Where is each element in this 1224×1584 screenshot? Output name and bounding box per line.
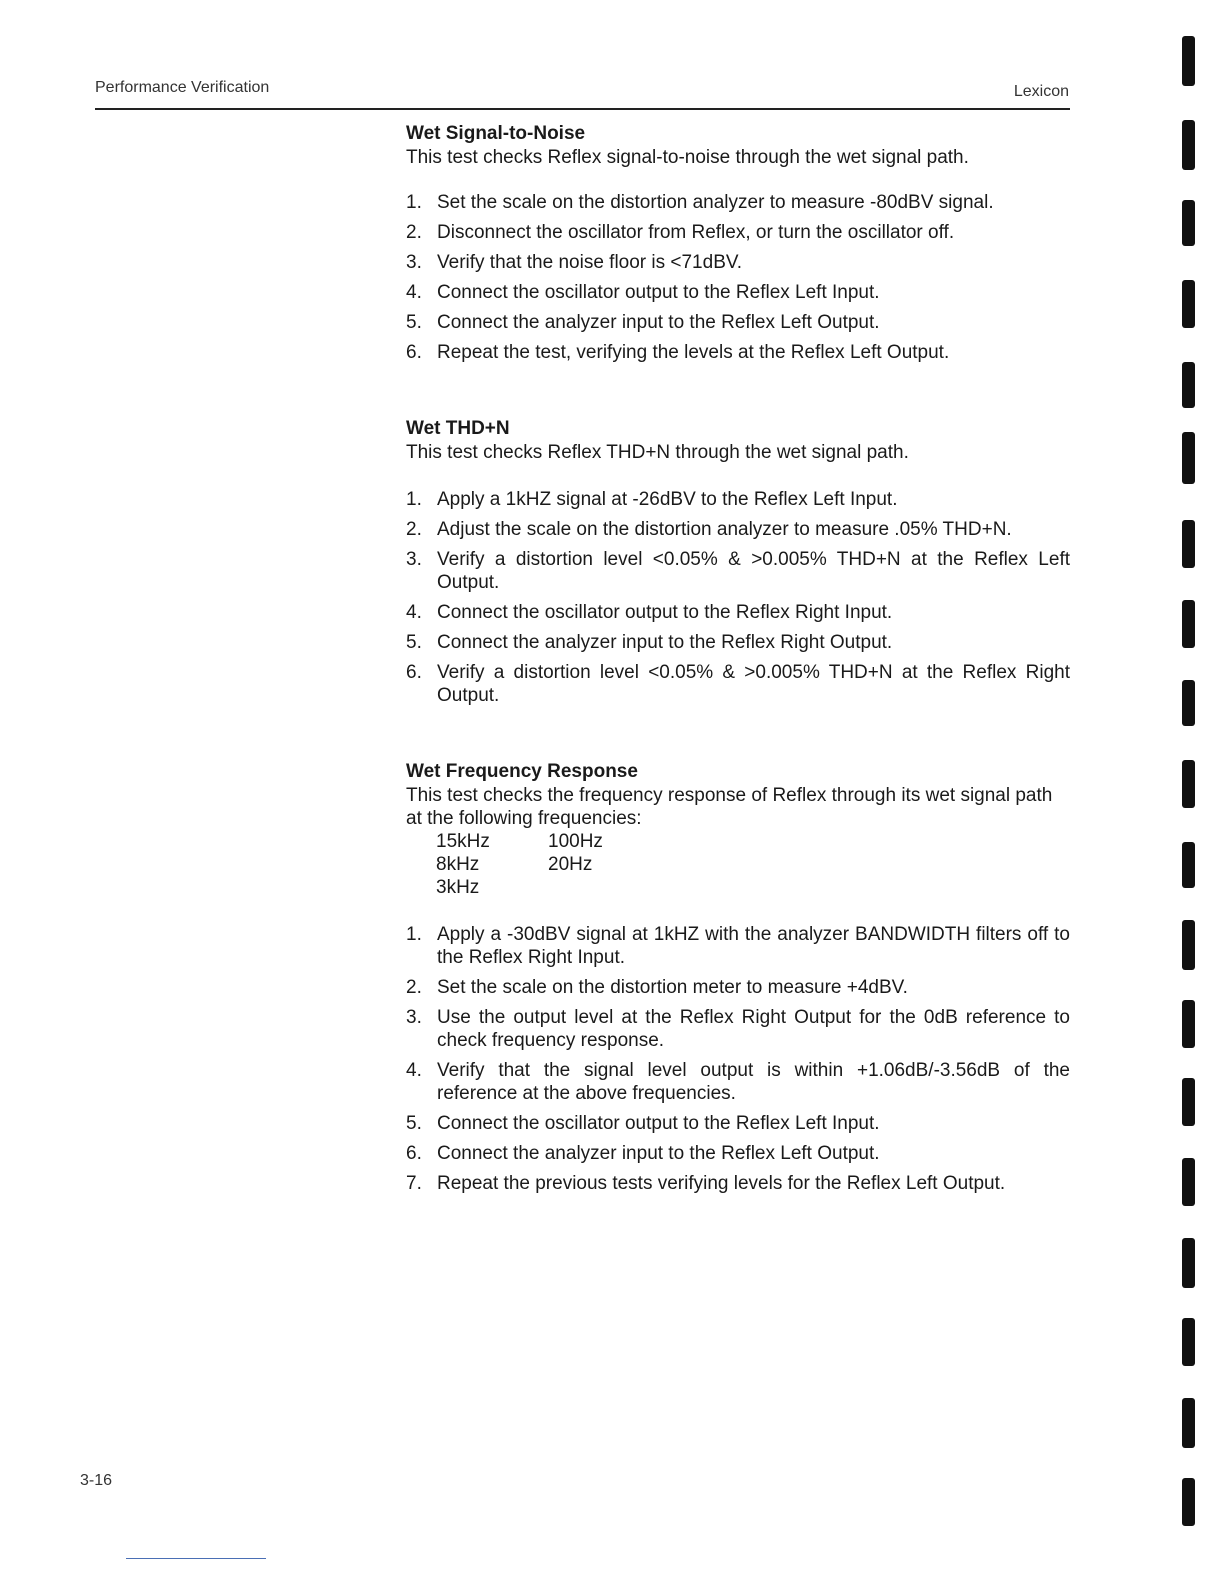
step-number: 1.: [406, 192, 422, 213]
binder-mark: [1182, 200, 1195, 246]
list-item: [406, 601, 1070, 624]
step-text: Repeat the test, verifying the levels at the Reflex Left Output.: [437, 342, 950, 363]
section-title: Wet Frequency Response: [406, 761, 638, 782]
list-item: [406, 1006, 1070, 1052]
binder-mark: [1182, 432, 1195, 484]
header-right-title: Lexicon: [1013, 83, 1069, 100]
binder-mark: [1182, 1238, 1195, 1288]
list-item: [406, 341, 1070, 364]
binder-mark: [1182, 120, 1195, 170]
step-list: [406, 191, 1070, 364]
frequency-table: [436, 830, 1070, 899]
section-description: This test checks the frequency response of Reflex through its wet signal path at the following frequencies:: [406, 785, 1053, 829]
step-text: Disconnect the oscillator from Reflex, or turn the oscillator off.: [437, 222, 955, 243]
step-number: 2.: [406, 222, 422, 243]
section-wet-thd-n: [406, 417, 1070, 714]
step-number: 6.: [406, 342, 422, 363]
step-text: Adjust the scale on the distortion analyzer to measure .05% THD+N.: [437, 519, 1012, 540]
binder-mark: [1182, 600, 1195, 648]
header-left-title: Performance Verification: [95, 79, 270, 96]
step-number: 6.: [406, 662, 422, 683]
binder-mark: [1182, 920, 1195, 970]
step-text: Repeat the previous tests verifying levels for the Reflex Left Output.: [437, 1173, 1006, 1194]
bottom-rule: [126, 1558, 266, 1559]
list-item: [406, 251, 1070, 274]
frequency-value: 15kHz: [436, 831, 490, 852]
step-text: Connect the analyzer input to the Reflex Right Output.: [437, 632, 893, 653]
step-list: [406, 488, 1070, 707]
frequency-value: [548, 876, 660, 899]
binder-mark: [1182, 1000, 1195, 1048]
step-number: 1.: [406, 489, 422, 510]
step-number: 3.: [406, 1007, 422, 1028]
binder-mark: [1182, 842, 1195, 888]
binder-mark: [1182, 680, 1195, 726]
binder-mark: [1182, 1318, 1195, 1366]
section-description: This test checks Reflex signal-to-noise through the wet signal path.: [406, 147, 969, 168]
step-number: 2.: [406, 977, 422, 998]
list-item: [406, 1142, 1070, 1165]
list-item: [406, 488, 1070, 511]
section-description: This test checks Reflex THD+N through the wet signal path.: [406, 442, 909, 463]
step-text: Verify that the noise floor is <71dBV.: [437, 252, 743, 273]
step-number: 4.: [406, 282, 422, 303]
step-text: Set the scale on the distortion meter to measure +4dBV.: [437, 977, 908, 998]
frequency-value: 8kHz: [436, 854, 480, 875]
list-item: [406, 518, 1070, 541]
list-item: [406, 1112, 1070, 1135]
frequency-value: 3kHz: [436, 877, 480, 898]
binder-mark: [1182, 1398, 1195, 1448]
step-number: 2.: [406, 519, 422, 540]
step-text: Verify that the signal level output is within +1.06dB/-3.56dB of the reference at the above frequencies.: [437, 1060, 1070, 1104]
step-number: 4.: [406, 1060, 422, 1081]
header-rule: [95, 108, 1070, 110]
list-item: [406, 311, 1070, 334]
step-list: [406, 923, 1070, 1195]
step-number: 5.: [406, 312, 422, 333]
frequency-row: [436, 876, 1070, 899]
step-number: 3.: [406, 252, 422, 273]
frequency-value: 20Hz: [548, 854, 593, 875]
list-item: [406, 1172, 1070, 1195]
step-text: Connect the oscillator output to the Reflex Left Input.: [437, 1113, 880, 1134]
section-title: Wet THD+N: [406, 418, 510, 439]
page-number: 3-16: [80, 1472, 113, 1489]
list-item: [406, 1059, 1070, 1105]
step-text: Apply a -30dBV signal at 1kHZ with the analyzer BANDWIDTH filters off to the Reflex Right Input.: [437, 924, 1070, 968]
step-text: Connect the analyzer input to the Reflex Left Output.: [437, 1143, 880, 1164]
binder-mark: [1182, 520, 1195, 568]
step-text: Set the scale on the distortion analyzer to measure -80dBV signal.: [437, 192, 994, 213]
step-number: 4.: [406, 602, 422, 623]
frequency-row: [436, 853, 1070, 876]
binder-mark: [1182, 280, 1195, 328]
step-number: 5.: [406, 1113, 422, 1134]
binder-mark: [1182, 362, 1195, 408]
list-item: [406, 191, 1070, 214]
frequency-row: [436, 830, 1070, 853]
list-item: [406, 976, 1070, 999]
step-number: 5.: [406, 632, 422, 653]
step-text: Connect the analyzer input to the Reflex Left Output.: [437, 312, 880, 333]
step-number: 6.: [406, 1143, 422, 1164]
step-number: 1.: [406, 924, 422, 945]
section-wet-frequency-response: [406, 760, 1070, 1202]
step-text: Use the output level at the Reflex Right Output for the 0dB reference to check frequency response.: [437, 1007, 1070, 1051]
step-text: Apply a 1kHZ signal at -26dBV to the Reflex Left Input.: [437, 489, 898, 510]
binder-mark: [1182, 1078, 1195, 1126]
binder-mark: [1182, 36, 1195, 86]
list-item: [406, 221, 1070, 244]
step-text: Verify a distortion level <0.05% & >0.005% THD+N at the Reflex Right Output.: [437, 662, 1070, 706]
step-text: Connect the oscillator output to the Reflex Left Input.: [437, 282, 880, 303]
list-item: [406, 661, 1070, 707]
step-text: Verify a distortion level <0.05% & >0.005% THD+N at the Reflex Left Output.: [437, 549, 1070, 593]
list-item: [406, 548, 1070, 594]
section-wet-signal-to-noise: [406, 122, 1070, 371]
frequency-value: 100Hz: [548, 831, 603, 852]
binder-mark: [1182, 1478, 1195, 1526]
list-item: [406, 923, 1070, 969]
section-title: Wet Signal-to-Noise: [406, 123, 586, 144]
binder-mark: [1182, 1158, 1195, 1206]
step-number: 7.: [406, 1173, 422, 1194]
list-item: [406, 631, 1070, 654]
binder-mark: [1182, 760, 1195, 808]
step-number: 3.: [406, 549, 422, 570]
list-item: [406, 281, 1070, 304]
step-text: Connect the oscillator output to the Reflex Right Input.: [437, 602, 893, 623]
